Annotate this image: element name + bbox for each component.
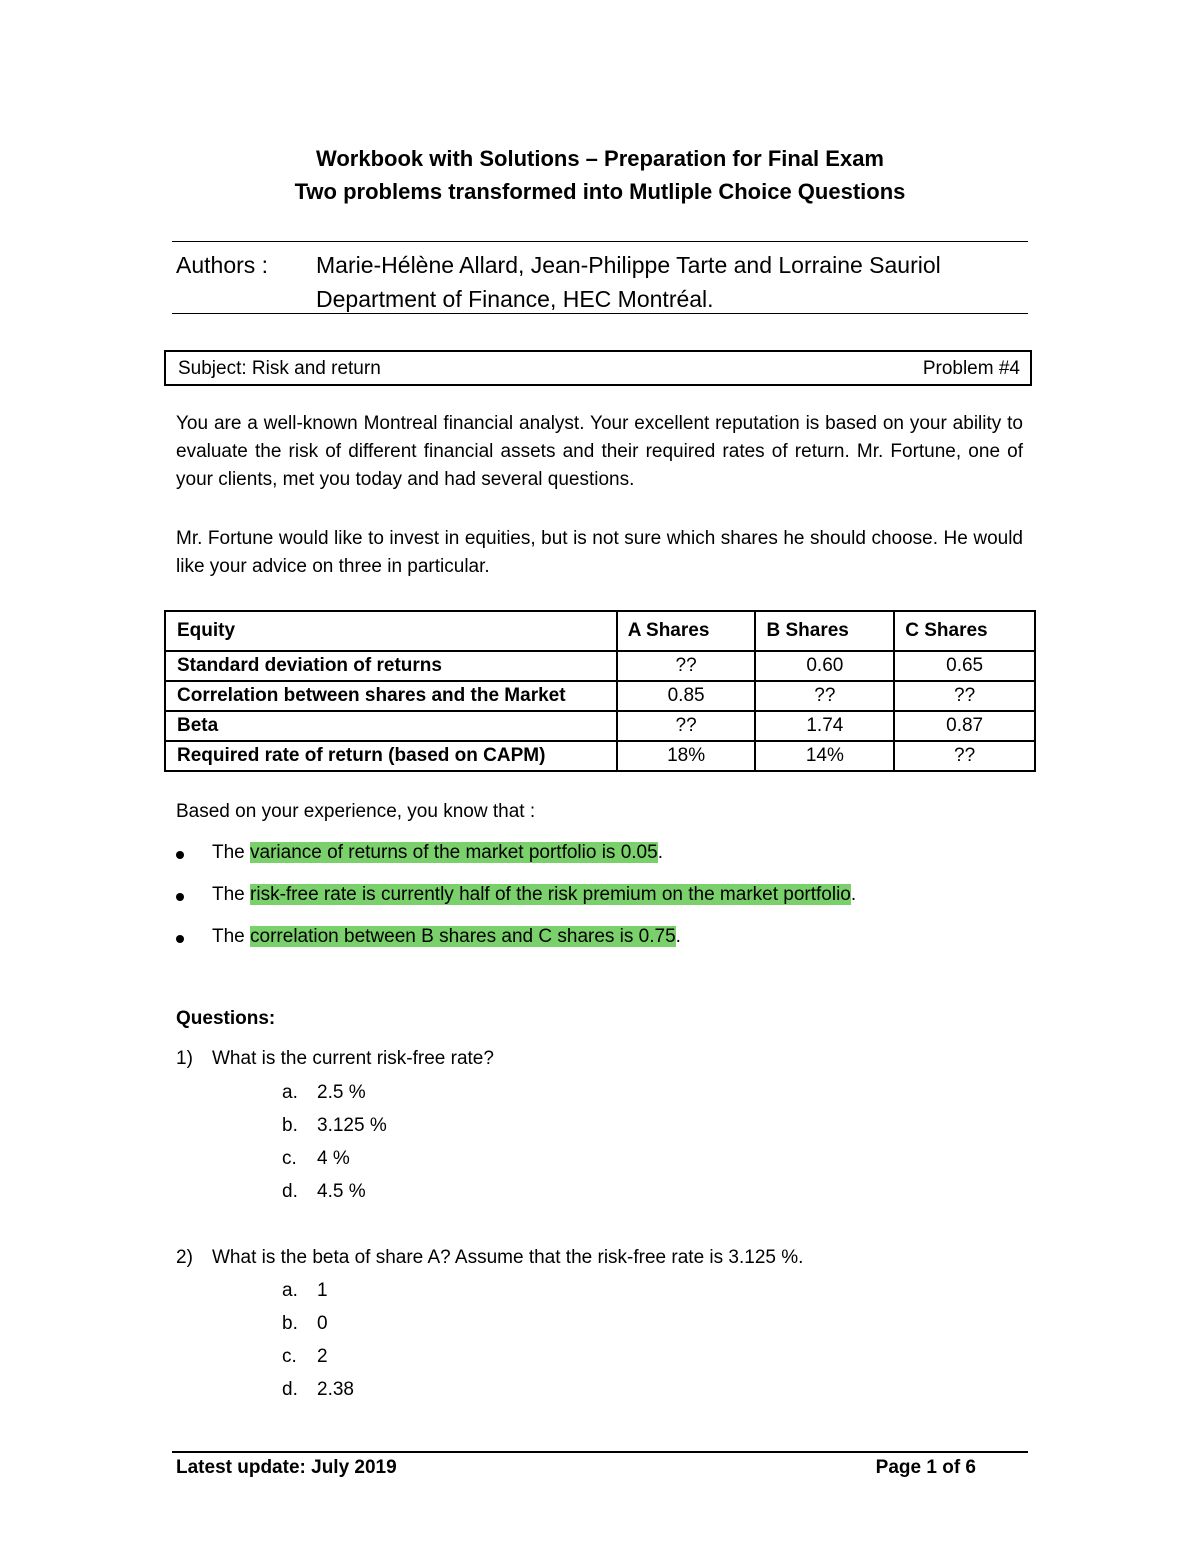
bullet-prefix: The xyxy=(212,884,251,905)
table-header-cell: Equity xyxy=(165,611,617,651)
table-cell: 14% xyxy=(755,741,894,771)
bullet-icon xyxy=(176,851,184,859)
equity-table xyxy=(164,610,1036,772)
bullet-icon xyxy=(176,935,184,943)
intro-paragraph-2: Mr. Fortune would like to invest in equities, but is not sure which shares he should choose. He would like your advice on three in particular. xyxy=(176,528,1023,577)
option-letter: d. xyxy=(282,1181,298,1202)
table-header-row xyxy=(165,611,1035,651)
divider-top xyxy=(172,241,1028,242)
document-subtitle: Two problems transformed into Mutliple Choice Questions xyxy=(294,179,906,204)
table-row-label: Beta xyxy=(165,711,617,741)
authors-department: Department of Finance, HEC Montréal. xyxy=(316,286,714,312)
table-row xyxy=(165,711,1035,741)
option-letter: a. xyxy=(282,1082,298,1103)
table-cell: ?? xyxy=(617,711,756,741)
question-text: What is the current risk-free rate? xyxy=(212,1048,494,1069)
table-cell: 0.65 xyxy=(894,651,1035,681)
table-row xyxy=(165,651,1035,681)
authors-names-block xyxy=(316,248,941,316)
intro-paragraph-1: You are a well-known Montreal financial analyst. Your excellent reputation is based on your ability to evaluate the risk of different financial assets and their required rates of return. Mr. Fortune, one of your clients, met you today and had several questions. xyxy=(176,413,1023,490)
table-cell: 0.85 xyxy=(617,681,756,711)
highlighted-text: correlation between B shares and C shares is 0.75 xyxy=(250,926,676,947)
table-row-label: Required rate of return (based on CAPM) xyxy=(165,741,617,771)
table-cell: 0.87 xyxy=(894,711,1035,741)
subject-label: Subject: Risk and return xyxy=(178,358,381,379)
bullet-suffix: . xyxy=(657,842,663,863)
option-value: 2 xyxy=(317,1346,328,1367)
footer-divider xyxy=(172,1451,1028,1453)
option-letter: b. xyxy=(282,1313,298,1334)
table-cell: 1.74 xyxy=(755,711,894,741)
option-letter: c. xyxy=(282,1148,297,1169)
option-letter: d. xyxy=(282,1379,298,1400)
table-cell: 0.60 xyxy=(755,651,894,681)
table-row-label: Standard deviation of returns xyxy=(165,651,617,681)
problem-number: Problem #4 xyxy=(922,358,1020,379)
table-row xyxy=(165,741,1035,771)
bullet-prefix: The xyxy=(212,842,251,863)
option-value: 2.5 % xyxy=(317,1082,366,1103)
option-value: 1 xyxy=(317,1280,328,1301)
option-value: 0 xyxy=(317,1313,328,1334)
table-cell: ?? xyxy=(755,681,894,711)
option-letter: a. xyxy=(282,1280,298,1301)
bullet-suffix: . xyxy=(850,884,857,905)
subject-box xyxy=(164,350,1032,386)
bullet-suffix: . xyxy=(675,926,681,947)
questions-heading: Questions: xyxy=(176,1008,276,1029)
table-cell: ?? xyxy=(894,681,1035,711)
question-text: What is the beta of share A? Assume that the risk-free rate is 3.125 %. xyxy=(212,1247,804,1268)
option-value: 4.5 % xyxy=(317,1181,366,1202)
authors-label: Authors : xyxy=(176,252,269,278)
bullet-icon xyxy=(176,893,184,901)
document-title: Workbook with Solutions – Preparation for Final Exam xyxy=(315,146,884,171)
option-value: 4 % xyxy=(317,1148,350,1169)
highlighted-text: variance of returns of the market portfolio is 0.05 xyxy=(250,842,658,863)
option-letter: c. xyxy=(282,1346,297,1367)
option-value: 3.125 % xyxy=(317,1115,387,1136)
authors-names: Marie-Hélène Allard, Jean-Philippe Tarte and Lorraine Sauriol xyxy=(316,252,941,278)
table-header-cell: B Shares xyxy=(755,611,894,651)
table-header-cell: A Shares xyxy=(617,611,756,651)
question-number: 2) xyxy=(176,1247,193,1268)
option-value: 2.38 xyxy=(317,1379,354,1400)
option-letter: b. xyxy=(282,1115,298,1136)
highlighted-text: risk-free rate is currently half of the risk premium on the market portfolio xyxy=(250,884,851,905)
question-number: 1) xyxy=(176,1048,193,1069)
latest-update: Latest update: July 2019 xyxy=(176,1457,397,1478)
experience-intro: Based on your experience, you know that : xyxy=(176,801,536,822)
table-cell: ?? xyxy=(894,741,1035,771)
page-number: Page 1 of 6 xyxy=(875,1457,976,1478)
table-header-cell: C Shares xyxy=(894,611,1035,651)
table-cell: ?? xyxy=(617,651,756,681)
table-row xyxy=(165,681,1035,711)
divider-bottom xyxy=(172,313,1028,314)
table-cell: 18% xyxy=(617,741,756,771)
table-row-label: Correlation between shares and the Market xyxy=(165,681,617,711)
bullet-prefix: The xyxy=(212,926,251,947)
